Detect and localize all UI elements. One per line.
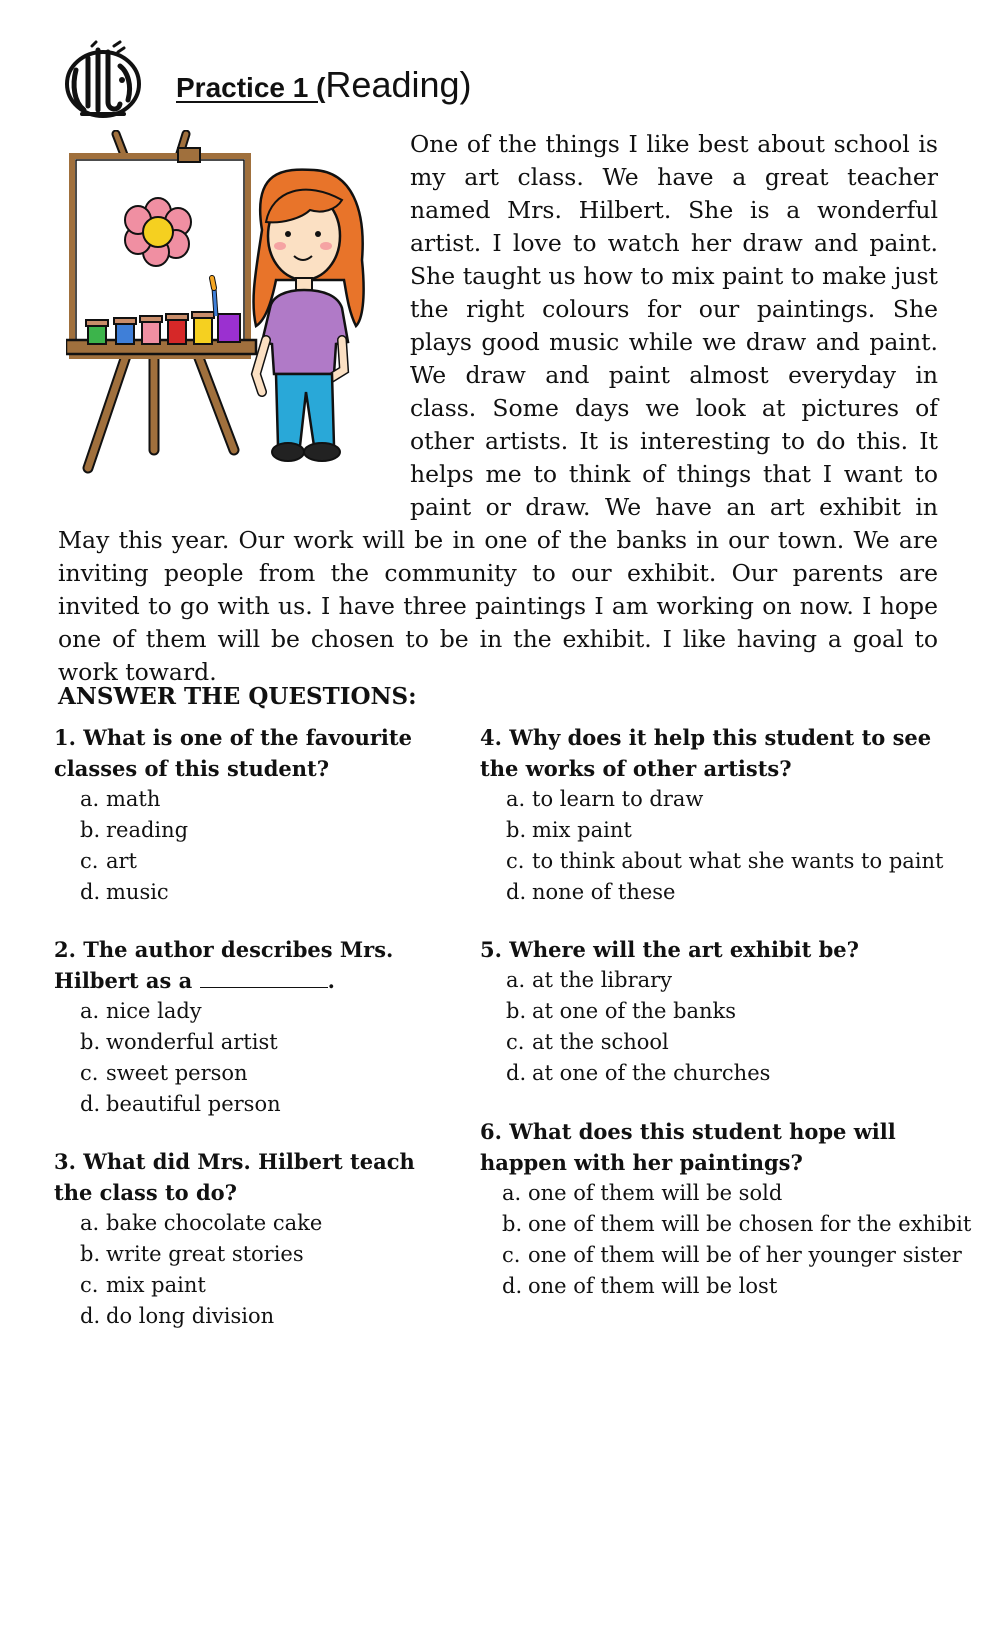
question-2-options — [54, 996, 462, 1120]
option-c[interactable] — [506, 1027, 940, 1058]
section-heading: ANSWER THE QUESTIONS: — [58, 683, 417, 710]
option-d[interactable] — [506, 1058, 940, 1089]
option-letter: b. — [80, 1242, 101, 1266]
option-letter: d. — [80, 1304, 101, 1328]
option-a[interactable] — [80, 996, 462, 1027]
option-text: reading — [106, 818, 189, 842]
option-b[interactable] — [80, 1239, 434, 1270]
option-text: art — [106, 849, 137, 873]
option-letter: a. — [80, 999, 100, 1023]
question-4-stem: 4. Why does it help this student to see the works of other artists? — [480, 725, 932, 781]
question-6-options — [480, 1178, 972, 1302]
question-6 — [480, 1116, 972, 1302]
option-text: at the library — [532, 968, 673, 992]
option-b[interactable] — [502, 1209, 972, 1240]
option-text: at one of the banks — [532, 999, 737, 1023]
question-1-options — [54, 784, 450, 908]
option-letter: a. — [506, 968, 526, 992]
option-d[interactable] — [80, 1301, 434, 1332]
option-text: to learn to draw — [532, 787, 704, 811]
question-6-stem: 6. What does this student hope will happen with her paintings? — [480, 1119, 896, 1175]
option-text: math — [106, 787, 161, 811]
question-5 — [480, 934, 940, 1089]
option-letter: b. — [80, 1030, 101, 1054]
option-text: mix paint — [106, 1273, 206, 1297]
option-d[interactable] — [80, 877, 450, 908]
option-b[interactable] — [80, 815, 450, 846]
option-letter: a. — [502, 1181, 522, 1205]
option-letter: d. — [502, 1274, 523, 1298]
option-text: do long division — [106, 1304, 275, 1328]
option-b[interactable] — [506, 815, 940, 846]
option-d[interactable] — [80, 1089, 462, 1120]
option-text: one of them will be of her younger sister — [528, 1243, 962, 1267]
option-text: none of these — [532, 880, 676, 904]
option-d[interactable] — [502, 1271, 950, 1302]
option-text: beautiful person — [106, 1092, 281, 1116]
option-c[interactable] — [502, 1240, 962, 1271]
question-1-stem: 1. What is one of the favourite classes of this student? — [54, 725, 412, 781]
question-3-stem: 3. What did Mrs. Hilbert teach the class to do? — [54, 1149, 415, 1205]
option-letter: d. — [506, 880, 527, 904]
illustration-spacer — [58, 128, 410, 498]
question-3-options — [54, 1208, 434, 1332]
option-c[interactable] — [80, 1058, 462, 1089]
option-c[interactable] — [80, 846, 450, 877]
option-letter: a. — [80, 787, 100, 811]
question-2-stem-start: 2. The author describes Mrs. Hilbert as a — [54, 937, 394, 993]
option-letter: a. — [506, 787, 526, 811]
title-regular: Reading) — [325, 64, 472, 105]
option-text: one of them will be chosen for the exhibit — [528, 1212, 972, 1236]
option-a[interactable] — [80, 1208, 434, 1239]
question-2 — [54, 934, 462, 1120]
question-2-stem — [54, 934, 462, 996]
option-letter: c. — [502, 1243, 521, 1267]
option-text: mix paint — [532, 818, 632, 842]
option-text: one of them will be sold — [528, 1181, 783, 1205]
option-c[interactable] — [506, 846, 944, 877]
option-text: at one of the churches — [532, 1061, 771, 1085]
option-letter: c. — [506, 1030, 525, 1054]
question-4-options — [480, 784, 944, 908]
option-text: write great stories — [106, 1242, 304, 1266]
option-c[interactable] — [80, 1270, 434, 1301]
option-a[interactable] — [506, 965, 940, 996]
option-letter: c. — [80, 1273, 99, 1297]
option-letter: d. — [506, 1061, 527, 1085]
option-letter: b. — [502, 1212, 523, 1236]
option-letter: d. — [80, 880, 101, 904]
passage-text: One of the things I like best about school is my art class. We have a great teacher named Mrs. Hilbert. She is a wonderful artist. I love to watch her draw and paint. She taught us how to mix paint to make just the right colours for our paintings. She plays good music while we draw and paint. We draw and paint almost everyday in class. Some days we look at pictures of other artists. It is interesting to do this. It helps me to think of things that I want to paint or draw. We have an art exhibit in May this year. Our work will be in one of the banks in our town. We are inviting people from the community to our exhibit. Our parents are invited to go with us. I have three paintings I am working on now. I hope one of them will be chosen to be in the exhibit. I like having a goal to work toward. — [58, 130, 938, 686]
option-letter: b. — [506, 818, 527, 842]
option-letter: c. — [80, 849, 99, 873]
option-text: at the school — [532, 1030, 669, 1054]
option-b[interactable] — [80, 1027, 462, 1058]
option-letter: c. — [506, 849, 525, 873]
option-text: music — [106, 880, 169, 904]
option-letter: a. — [80, 1211, 100, 1235]
option-text: wonderful artist — [106, 1030, 278, 1054]
question-1 — [54, 722, 450, 908]
question-5-stem: 5. Where will the art exhibit be? — [480, 937, 859, 962]
question-3 — [54, 1146, 434, 1332]
option-b[interactable] — [506, 996, 940, 1027]
option-letter: b. — [506, 999, 527, 1023]
option-d[interactable] — [506, 877, 940, 908]
option-letter: b. — [80, 818, 101, 842]
question-4 — [480, 722, 944, 908]
title-bold: Practice 1 ( — [176, 72, 326, 103]
question-2-stem-end: . — [327, 968, 335, 993]
option-text: bake chocolate cake — [106, 1211, 323, 1235]
option-a[interactable] — [506, 784, 940, 815]
answer-blank[interactable] — [200, 987, 328, 988]
option-letter: c. — [80, 1061, 99, 1085]
reading-passage — [58, 128, 938, 689]
option-text: sweet person — [106, 1061, 248, 1085]
calligraphy-logo-icon — [62, 40, 144, 120]
page-title — [176, 64, 472, 106]
option-text: nice lady — [106, 999, 202, 1023]
option-a[interactable] — [80, 784, 450, 815]
option-letter: d. — [80, 1092, 101, 1116]
option-text: to think about what she wants to paint — [532, 849, 944, 873]
option-text: one of them will be lost — [528, 1274, 778, 1298]
option-a[interactable] — [502, 1178, 950, 1209]
question-5-options — [480, 965, 940, 1089]
